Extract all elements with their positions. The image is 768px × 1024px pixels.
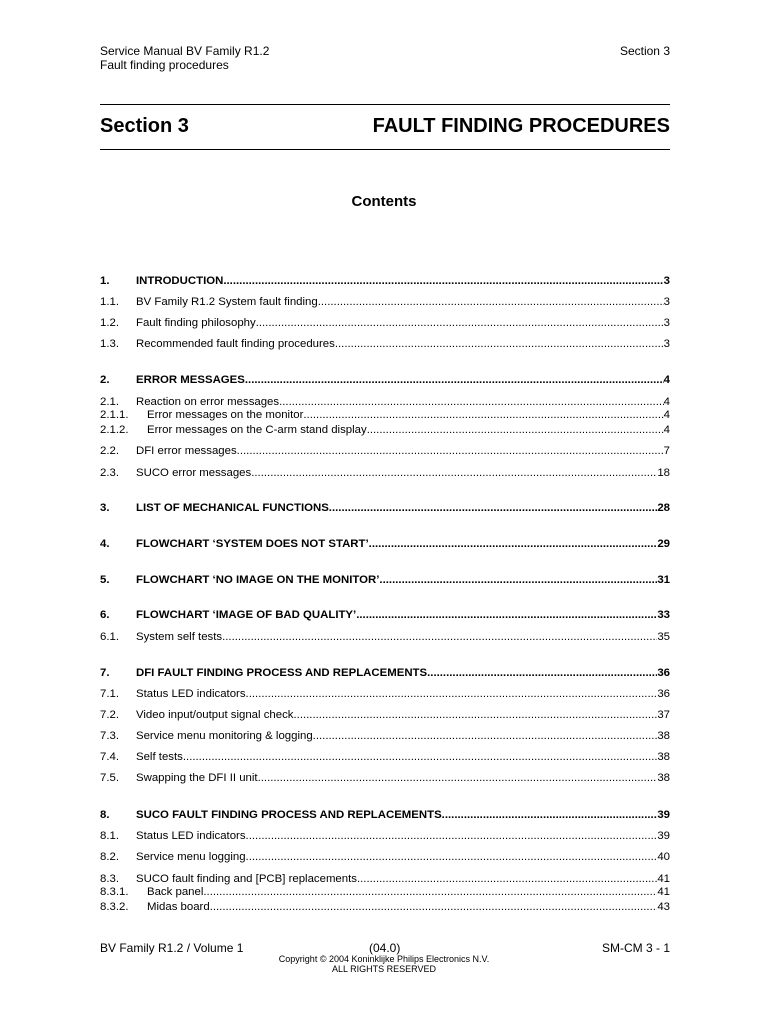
toc-title: DFI error messages <box>136 445 237 457</box>
toc-leader-dots <box>379 574 657 587</box>
toc-page-number: 40 <box>657 851 670 863</box>
toc-page-number: 43 <box>657 901 670 913</box>
toc-title: Back panel <box>147 886 204 898</box>
toc-entry[interactable] <box>100 609 670 622</box>
toc-title: FLOWCHART ‘NO IMAGE ON THE MONITOR’ <box>136 574 380 586</box>
toc-number: 2.2. <box>100 445 119 457</box>
toc-page-number: 37 <box>657 709 670 721</box>
title-bottom-rule <box>100 149 670 150</box>
toc-page-number: 3 <box>663 317 670 329</box>
toc-number: 4. <box>100 538 110 550</box>
toc-number: 7.5. <box>100 772 119 784</box>
toc-entry[interactable] <box>100 772 670 785</box>
toc-leader-dots <box>279 396 664 409</box>
toc-page-number: 36 <box>657 667 670 679</box>
toc-number: 6.1. <box>100 631 119 643</box>
toc-leader-dots <box>223 275 663 288</box>
toc-title: Reaction on error messages <box>136 396 280 408</box>
toc-page-number: 33 <box>657 609 670 621</box>
toc-page-number: 38 <box>657 751 670 763</box>
toc-title: Status LED indicators <box>136 830 246 842</box>
toc-number: 2.1.1. <box>100 409 129 421</box>
toc-title: SUCO FAULT FINDING PROCESS AND REPLACEMENTS <box>136 809 442 821</box>
toc-page-number: 38 <box>657 730 670 742</box>
toc-leader-dots <box>203 886 657 899</box>
toc-number: 2.1. <box>100 396 119 408</box>
toc-title: INTRODUCTION <box>136 275 224 287</box>
toc-number: 2.1.2. <box>100 424 129 436</box>
toc-entry[interactable] <box>100 809 670 822</box>
toc-page-number: 4 <box>663 396 670 408</box>
toc-number: 1.2. <box>100 317 119 329</box>
footer-revision: (04.0) <box>369 941 401 955</box>
toc-leader-dots <box>369 538 658 551</box>
toc-title: Error messages on the C-arm stand display <box>147 424 367 436</box>
toc-entry[interactable] <box>100 424 670 437</box>
toc-page-number: 3 <box>663 296 670 308</box>
toc-number: 7.2. <box>100 709 119 721</box>
toc-entry[interactable] <box>100 830 670 843</box>
toc-number: 8. <box>100 809 110 821</box>
toc-number: 3. <box>100 502 110 514</box>
toc-entry[interactable] <box>100 502 670 515</box>
toc-entry[interactable] <box>100 296 670 309</box>
toc-page-number: 7 <box>663 445 670 457</box>
toc-entry[interactable] <box>100 467 670 480</box>
toc-title: Error messages on the monitor <box>147 409 304 421</box>
toc-leader-dots <box>222 631 657 644</box>
toc-number: 6. <box>100 609 110 621</box>
toc-number: 2.3. <box>100 467 119 479</box>
toc-page-number: 36 <box>657 688 670 700</box>
toc-leader-dots <box>256 317 664 330</box>
toc-title: SUCO fault finding and [PCB] replacements <box>136 873 357 885</box>
toc-page-number: 29 <box>657 538 670 550</box>
toc-number: 1.3. <box>100 338 119 350</box>
toc-title: SUCO error messages <box>136 467 252 479</box>
toc-title: Service menu monitoring & logging <box>136 730 313 742</box>
toc-page-number: 28 <box>657 502 670 514</box>
toc-leader-dots <box>261 772 658 785</box>
toc-entry[interactable] <box>100 886 670 899</box>
toc-leader-dots <box>183 751 657 764</box>
toc-title: System self tests <box>136 631 223 643</box>
toc-title: DFI FAULT FINDING PROCESS AND REPLACEMENTS <box>136 667 428 679</box>
toc-page-number: 35 <box>657 631 670 643</box>
toc-entry[interactable] <box>100 730 670 743</box>
running-header-manual: Service Manual BV Family R1.2 <box>100 44 270 58</box>
toc-entry[interactable] <box>100 709 670 722</box>
toc-leader-dots <box>313 730 658 743</box>
toc-title: Recommended fault finding procedures <box>136 338 335 350</box>
toc-entry[interactable] <box>100 901 670 914</box>
toc-leader-dots <box>367 424 664 437</box>
toc-leader-dots <box>357 873 657 886</box>
contents-title: Contents <box>351 193 417 210</box>
toc-entry[interactable] <box>100 396 670 409</box>
toc-title: LIST OF MECHANICAL FUNCTIONS <box>136 502 329 514</box>
toc-page-number: 4 <box>663 424 670 436</box>
footer-volume: BV Family R1.2 / Volume 1 <box>100 941 244 955</box>
toc-leader-dots <box>318 296 664 309</box>
toc-leader-dots <box>246 688 658 701</box>
toc-leader-dots <box>442 809 658 822</box>
toc-page-number: 38 <box>657 772 670 784</box>
toc-entry[interactable] <box>100 275 670 288</box>
toc-entry[interactable] <box>100 538 670 551</box>
title-top-rule <box>100 104 670 105</box>
toc-number: 7. <box>100 667 110 679</box>
toc-leader-dots <box>329 502 658 515</box>
toc-number: 5. <box>100 574 110 586</box>
toc-leader-dots <box>210 901 658 914</box>
toc-number: 1. <box>100 275 110 287</box>
toc-page-number: 39 <box>657 809 670 821</box>
toc-page-number: 41 <box>657 886 670 898</box>
toc-leader-dots <box>303 409 663 422</box>
toc-leader-dots <box>245 374 664 387</box>
toc-leader-dots <box>246 830 658 843</box>
toc-entry[interactable] <box>100 445 670 458</box>
toc-number: 8.3.2. <box>100 901 129 913</box>
toc-title: ERROR MESSAGES <box>136 374 245 386</box>
footer-rights: ALL RIGHTS RESERVED <box>331 964 437 974</box>
toc-number: 8.3. <box>100 873 119 885</box>
toc-entry[interactable] <box>100 688 670 701</box>
toc-title: Service menu logging <box>136 851 246 863</box>
toc-page-number: 31 <box>657 574 670 586</box>
section-label: Section 3 <box>100 115 189 137</box>
toc-title: FLOWCHART ‘SYSTEM DOES NOT START’ <box>136 538 369 550</box>
toc-leader-dots <box>356 609 657 622</box>
footer-page-id: SM-CM 3 - 1 <box>601 941 670 955</box>
toc-page-number: 18 <box>657 467 670 479</box>
toc-page-number: 41 <box>657 873 670 885</box>
toc-page-number: 4 <box>663 409 670 421</box>
toc-leader-dots <box>335 338 664 351</box>
toc-title: Status LED indicators <box>136 688 246 700</box>
toc-number: 8.3.1. <box>100 886 129 898</box>
toc-leader-dots <box>237 445 664 458</box>
toc-entry[interactable] <box>100 574 670 587</box>
toc-page-number: 4 <box>663 374 670 386</box>
toc-title: FLOWCHART ‘IMAGE OF BAD QUALITY’ <box>136 609 357 621</box>
toc-leader-dots <box>246 851 658 864</box>
toc-entry[interactable] <box>100 338 670 351</box>
running-header-section: Section 3 <box>619 44 670 58</box>
toc-number: 1.1. <box>100 296 119 308</box>
toc-entry[interactable] <box>100 631 670 644</box>
toc-number: 7.3. <box>100 730 119 742</box>
toc-number: 7.4. <box>100 751 119 763</box>
toc-number: 8.1. <box>100 830 119 842</box>
toc-title: Midas board <box>147 901 210 913</box>
toc-title: Video input/output signal check <box>136 709 294 721</box>
toc-page-number: 3 <box>663 338 670 350</box>
toc-leader-dots <box>427 667 657 680</box>
toc-entry[interactable] <box>100 409 670 422</box>
toc-entry[interactable] <box>100 873 670 886</box>
running-header-subtitle: Fault finding procedures <box>100 58 229 72</box>
toc-entry[interactable] <box>100 667 670 680</box>
section-heading: FAULT FINDING PROCEDURES <box>372 115 670 137</box>
toc-entry[interactable] <box>100 851 670 864</box>
toc-entry[interactable] <box>100 317 670 330</box>
toc-number: 8.2. <box>100 851 119 863</box>
footer-copyright: Copyright © 2004 Koninklijke Philips Electronics N.V. <box>278 954 490 964</box>
toc-leader-dots <box>293 709 657 722</box>
toc-title: Fault finding philosophy <box>136 317 256 329</box>
toc-title: Self tests <box>136 751 183 763</box>
toc-title: Swapping the DFI II unit. <box>136 772 261 784</box>
toc-leader-dots <box>251 467 657 480</box>
toc-page-number: 3 <box>663 275 670 287</box>
toc-entry[interactable] <box>100 374 670 387</box>
toc-page-number: 39 <box>657 830 670 842</box>
toc-entry[interactable] <box>100 751 670 764</box>
toc-number: 7.1. <box>100 688 119 700</box>
toc-number: 2. <box>100 374 110 386</box>
toc-title: BV Family R1.2 System fault finding <box>136 296 318 308</box>
